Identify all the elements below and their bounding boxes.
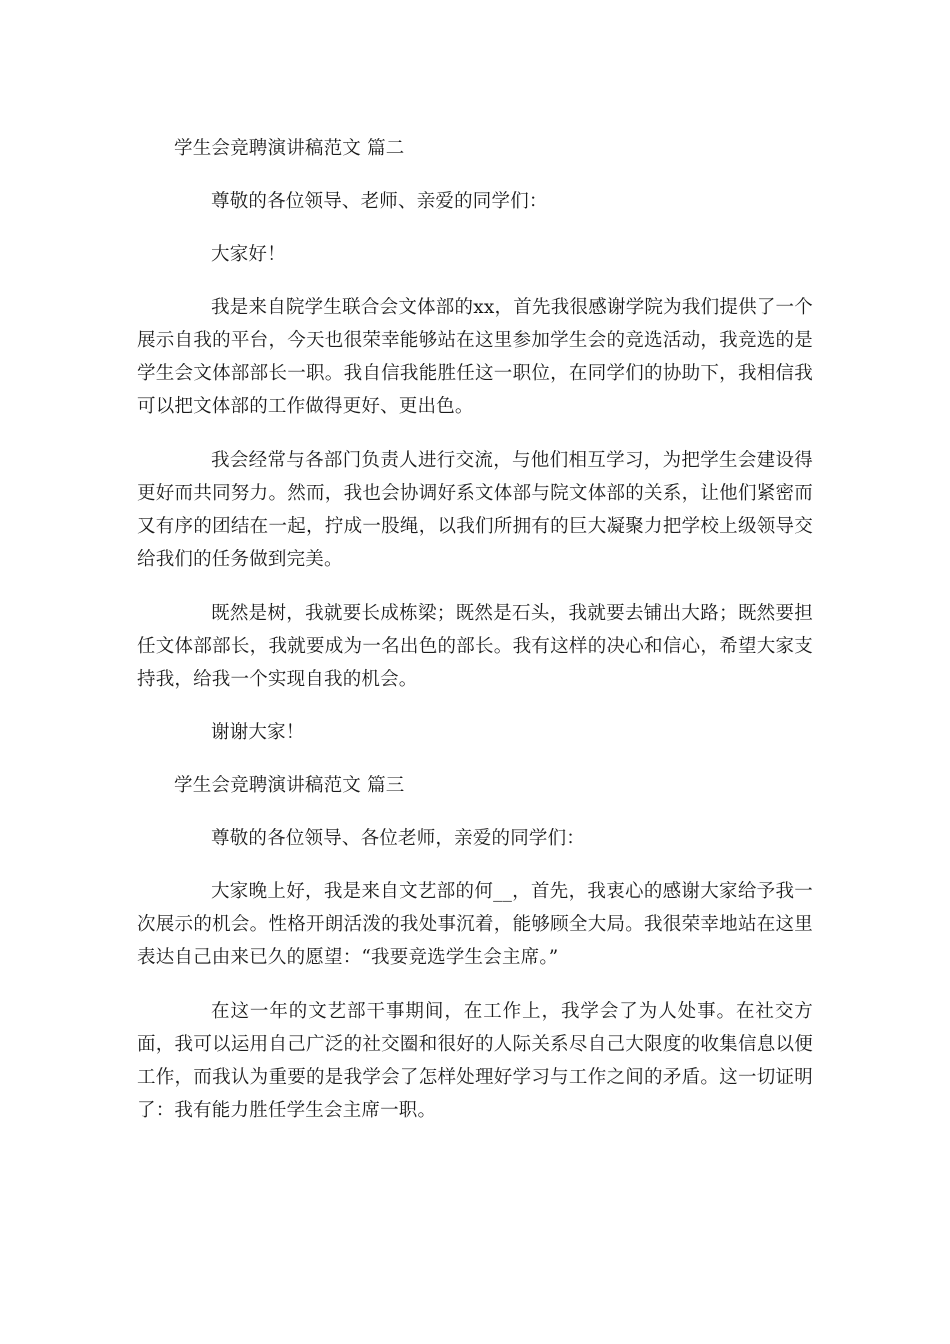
paragraph: 既然是树，我就要长成栋梁；既然是石头，我就要去铺出大路；既然要担任文体部部长，我就要成为一名出色的部长。我有这样的决心和信心，希望大家支持我，给我一个实现自我的机会。 <box>137 603 813 690</box>
paragraph: 在这一年的文艺部干事期间，在工作上，我学会了为人处事。在社交方面，我可以运用自己广泛的社交圈和很好的人际关系尽自己大限度的收集信息以便工作，而我认为重要的是我学会了怎样处理好学习与工作之间的矛盾。这一切证明了：我有能力胜任学生会主席一职。 <box>137 1001 813 1121</box>
salutation: 尊敬的各位领导、老师、亲爱的同学们： <box>211 191 548 212</box>
closing: 谢谢大家！ <box>211 722 305 743</box>
paragraph: 大家晚上好，我是来自文艺部的何__，首先，我衷心的感谢大家给予我一次展示的机会。性格开朗活泼的我处事沉着，能够顾全大局。我很荣幸地站在这里表达自己由来已久的愿望：“我要竞选学生会主席。” <box>137 881 813 968</box>
salutation: 尊敬的各位领导、各位老师，亲爱的同学们： <box>211 828 586 849</box>
paragraph: 我会经常与各部门负责人进行交流，与他们相互学习，为把学生会建设得更好而共同努力。然而，我也会协调好系文体部与院文体部的关系，让他们紧密而又有序的团结在一起，拧成一股绳，以我们所拥有的巨大凝聚力把学校上级领导交给我们的任务做到完美。 <box>137 450 813 570</box>
greeting: 大家好！ <box>211 244 286 265</box>
document-body <box>137 132 813 1127</box>
paragraph: 我是来自院学生联合会文体部的xx，首先我很感谢学院为我们提供了一个展示自我的平台，今天也很荣幸能够站在这里参加学生会的竞选活动，我竞选的是学生会文体部部长一职。我自信我能胜任这一职位，在同学们的协助下，我相信我可以把文体部的工作做得更好、更出色。 <box>137 297 813 417</box>
section-heading-3: 学生会竞聘演讲稿范文 篇三 <box>174 775 405 796</box>
section-heading-2: 学生会竞聘演讲稿范文 篇二 <box>174 138 405 159</box>
